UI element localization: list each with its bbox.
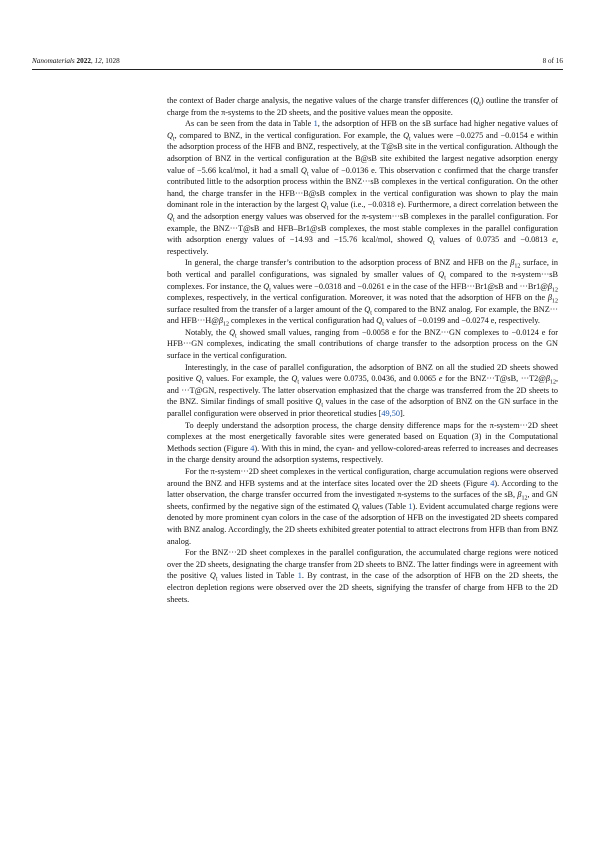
article-number: 1028 (105, 57, 120, 65)
beta12-symbol: $\beta_{12}$ (517, 490, 528, 502)
reference-link[interactable]: 4 (490, 478, 495, 488)
qt-symbol: $Q_t$ (320, 200, 329, 212)
journal-citation: Nanomaterials 2022, 12, 1028 (32, 57, 120, 65)
qt-symbol: $Q_t$ (209, 571, 218, 583)
paragraph: the context of Bader charge analysis, the negative values of the charge transfer differences $(Q_t)$ outline the transfer of charge from the π-systems to the 2D sheets, and the positive values mean the opposite. (167, 96, 558, 117)
paragraph: To deeply understand the adsorption process, the charge density difference maps for the π-system···2D sheet complexes at the most energetically favorable sites were generated based on Equation (3) in the Computational Methods section (Figure 4). With this in mind, the cyan- and yellow-colored-areas referred to increases and decreases in the charge density around the adsorption systems, respectively. (167, 420, 559, 465)
page-header (32, 55, 563, 70)
paragraph: Interestingly, in the case of parallel configuration, the adsorption of BNZ on all the studied 2D sheets showed positive $Q_t$ values. For example, the $Q_t$ values were 0.0735, 0.0436, and 0.0065 e for the BNZ···T@sB, $\cdot\cdot\cdot T2@\beta_{12}$, and ···T@GN, respectively. The latter observation emphasized that the charge was transferred from the 2D sheets to the BNZ. Similar findings of small positive $Q_t$ values in the case of the adsorption of BNZ on the GN surface in the parallel configuration were observed in prior theoretical studies [49,50]. (167, 362, 559, 419)
reference-link[interactable]: 1 (408, 501, 413, 511)
beta12-symbol: $\beta_{12}$ (545, 374, 556, 386)
qt-symbol: $Q_t$ (300, 165, 309, 178)
reference-link[interactable]: 1 (313, 119, 318, 129)
journal-year: 2022 (76, 57, 91, 65)
qt-symbol: $Q_t$ (167, 130, 175, 143)
qt-symbol: $Q_t$ (351, 501, 360, 514)
qt-symbol: $Q_t$ (167, 211, 175, 224)
reference-link[interactable]: 49,50 (381, 409, 400, 419)
qt-symbol: $Q_t$ (473, 96, 481, 108)
qt-symbol: $Q_t$ (438, 269, 446, 282)
journal-volume: 12 (94, 57, 102, 65)
qt-symbol: $Q_t$ (364, 304, 372, 317)
beta12-symbol: $\beta_{12}$ (547, 293, 558, 305)
journal-name: Nanomaterials (32, 57, 75, 65)
reference-link[interactable]: 4 (250, 443, 255, 453)
qt-symbol: $Q_t$ (195, 374, 204, 386)
paragraph: For the π-system···2D sheet complexes in the vertical configuration, charge accumulation regions were observed around the BNZ and HFB systems and at the interface sites located over the 2D sheets (Figure 4). According to the latter observation, the charge transfer occurred from the investigated π-systems to the surfaces of the sB, $\beta_{12}$, and GN sheets, confirmed by the negative sign of the estimated $Q_t$ values (Table 1). Evident accumulated charge regions were denoted by more prominent cyan colors in the case of the adsorption of HFB on the investigated 2D sheets compared with BNZ analog. Accordingly, the 2D sheets exhibited greater potential to attract electrons from HFB than from BNZ analog. (167, 467, 559, 546)
qt-symbol: $Q_t$ (376, 316, 384, 328)
qt-symbol: $Q_t$ (229, 327, 237, 340)
article-body (167, 95, 558, 605)
qt-symbol: $Q_t$ (427, 235, 435, 247)
reference-link[interactable]: 1 (297, 571, 302, 581)
qt-symbol: $Q_t$ (403, 130, 411, 143)
beta12-symbol: $\beta_{12}$ (510, 258, 521, 270)
paragraph: Notably, the $Q_t$ showed small values, ranging from −0.0058 e for the BNZ···GN complexes to −0.0124 e for HFB···GN complexes, indicating the small contributions of charge transfer to the adsorption process on the GN surface in the vertical configuration. (167, 327, 558, 361)
paragraph: As can be seen from the data in Table 1, the adsorption of HFB on the sB surface had higher negative values of $Q_t$, compared to BNZ, in the vertical configuration. For example, the $Q_t$ values were −0.0275 and −0.0154 e within the adsorption process of the HFB and BNZ, respectively, at the T@sB site in the vertical configuration. Although the adsorption of BNZ in the vertical configuration at the B@sB site exhibited the largest negative adsorption energy value of −5.66 kcal/mol, it had a small $Q_t$ value of −0.0136 e. This observation c confirmed that the charge transfer contributed little to the adsorption process within the BNZ···sB complexes in the vertical configuration. On the other hand, the charge transfer in the HFB···B@sB complex in the vertical configuration was shown to play the main dominant role in the interaction by the largest $Q_t$ value (i.e., −0.0318 e). Furthermore, a direct correlation between the $Q_t$ and the adsorption energy values was observed for the π-system···sB complexes in the parallel configuration. For example, the BNZ···T@sB and HFB–Br1@sB complexes, the most stable complexes in the parallel configuration with adsorption energy values of −14.93 and −15.76 kcal/mol, showed $Q_t$ values of 0.0735 and −0.0813 e, respectively. (167, 119, 559, 256)
paragraph: In general, the charge transfer’s contribution to the adsorption process of BNZ and HFB on the $\beta_{12}$ surface, in both vertical and parallel configurations, was signaled by smaller values of $Q_t$ compared to the π-system···sB complexes. For instance, the $Q_t$ values were −0.0318 and −0.0261 e in the case of the HFB···Br1@sB and $\cdot\cdot\cdot Br1@\beta_{12}$ complexes, respectively, in the vertical configuration. Moreover, it was noted that the adsorption of HFB on the $\beta_{12}$ surface resulted from the transfer of a larger amount of the $Q_t$ compared to the BNZ analog. For example, the BNZ··· and $HFB\cdot\cdot\cdot H@\beta_{12}$ complexes in the vertical configuration had $Q_t$ values of −0.0199 and −0.0274 e, respectively. (167, 258, 559, 328)
beta12-symbol: $\beta_{12}$ (547, 281, 558, 294)
qt-symbol: $Q_t$ (315, 397, 323, 410)
italic-symbol: e (552, 235, 556, 245)
qt-symbol: $Q_t$ (263, 281, 271, 294)
italic-symbol: e (438, 374, 443, 384)
page-number: 8 of 16 (542, 57, 563, 65)
paragraph: For the BNZ···2D sheet complexes in the parallel configuration, the accumulated charge regions were noticed over the 2D sheets, designating the charge transfer from 2D sheets to BNZ. The latter findings were in agreement with the positive $Q_t$ values listed in Table 1. By contrast, in the case of the adsorption of HFB on the 2D sheets, the electron depletion regions were observed over the 2D sheets, signifying the transfer of charge from HFB to the 2D sheets. (167, 548, 559, 604)
beta12-symbol: $\beta_{12}$ (218, 316, 229, 328)
qt-symbol: $Q_t$ (291, 374, 299, 386)
